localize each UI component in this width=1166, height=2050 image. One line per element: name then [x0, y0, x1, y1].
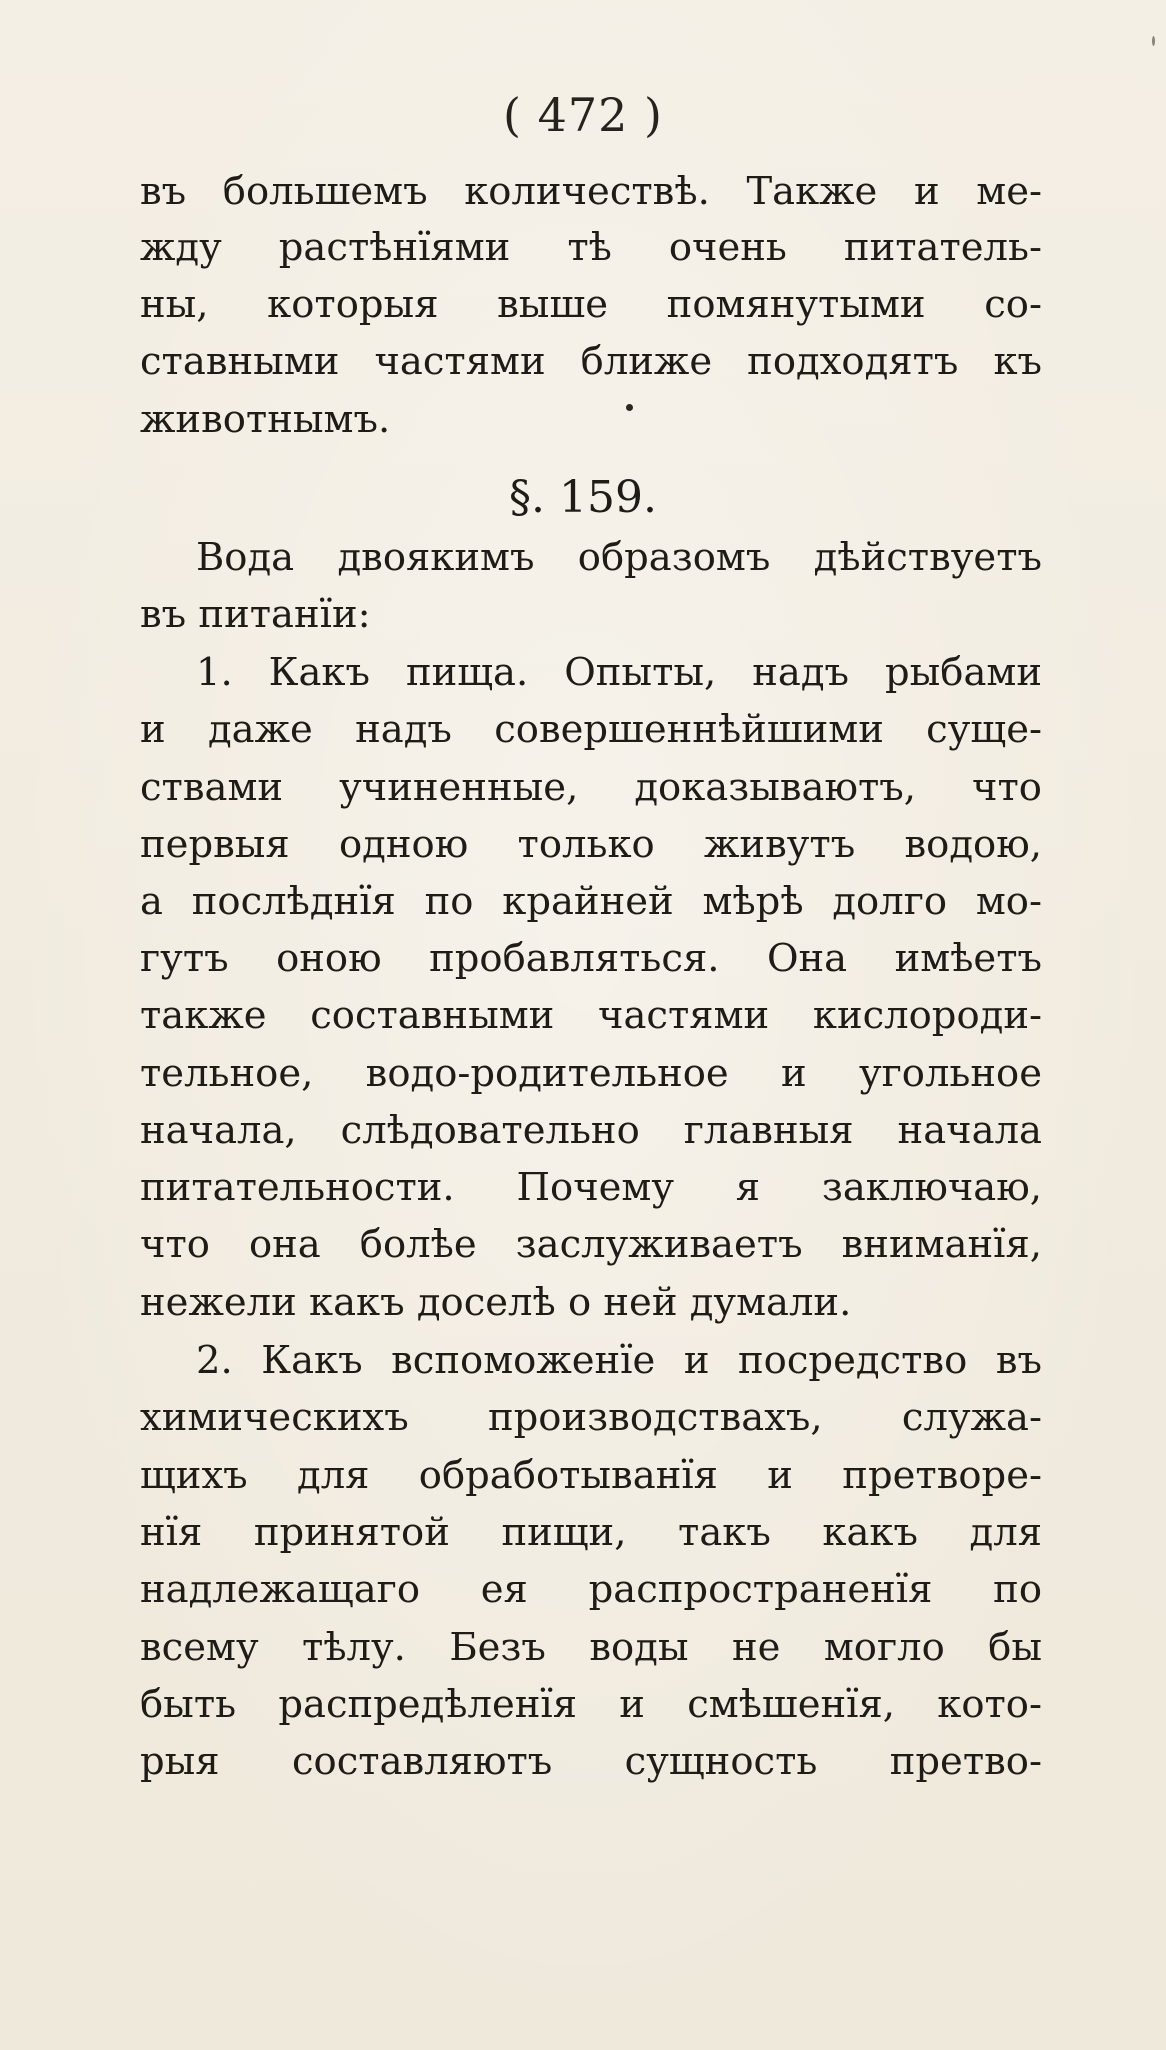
text-line-4: ставными частями ближе подходятъ къ — [140, 339, 1042, 384]
ink-speck — [626, 404, 633, 411]
text-line-8: 1. Какъ пища. Опыты, надъ рыбами — [196, 650, 1042, 695]
text-line-5: животнымъ. — [140, 397, 391, 442]
text-line-25: всему тѣлу. Безъ воды не могло бы — [140, 1625, 1042, 1670]
text-line-21: химическихъ производствахъ, служа- — [140, 1395, 1042, 1440]
text-line-27: рыя составляютъ сущность претво- — [140, 1739, 1042, 1784]
text-line-18: что она болѣе заслуживаетъ вниманїя, — [140, 1222, 1042, 1267]
text-line-16: начала, слѣдовательно главныя начала — [140, 1108, 1042, 1153]
text-line-13: гутъ оною пробавляться. Она имѣетъ — [140, 936, 1042, 981]
text-line-26: быть распредѣленїя и смѣшенїя, кото- — [140, 1682, 1042, 1727]
text-line-6: Вода двоякимъ образомъ дѣйствуетъ — [196, 535, 1042, 580]
text-line-3: ны, которыя выше помянутыми со- — [140, 282, 1042, 327]
text-line-19: нежели какъ доселѣ о ней думали. — [140, 1280, 852, 1325]
text-line-11: первыя одною только живутъ водою, — [140, 822, 1042, 867]
text-line-9: и даже надъ совершеннѣйшими суще- — [140, 707, 1042, 752]
text-line-2: жду растѣнїями тѣ очень питатель- — [140, 225, 1042, 270]
text-line-24: надлежащаго ея распространенїя по — [140, 1567, 1042, 1612]
text-line-10: ствами учиненные, доказываютъ, что — [140, 765, 1042, 810]
ink-speck — [1152, 36, 1155, 46]
text-line-15: тельное, водо-родительное и угольное — [140, 1051, 1042, 1096]
text-line-1: въ большемъ количествѣ. Также и ме- — [140, 169, 1042, 214]
page-number: ( 472 ) — [503, 88, 663, 142]
section-heading: §. 159. — [509, 472, 657, 523]
text-line-20: 2. Какъ вспоможенїе и посредство въ — [196, 1338, 1042, 1383]
text-line-17: питательности. Почему я заключаю, — [140, 1165, 1042, 1210]
text-line-14: также составными частями кислороди- — [140, 993, 1042, 1038]
text-line-23: нїя принятой пищи, такъ какъ для — [140, 1510, 1042, 1555]
text-line-12: а послѣднїя по крайней мѣрѣ долго мо- — [140, 879, 1042, 924]
text-line-22: щихъ для обработыванїя и претворе- — [140, 1453, 1042, 1498]
text-line-7: въ питанїи: — [140, 592, 371, 637]
